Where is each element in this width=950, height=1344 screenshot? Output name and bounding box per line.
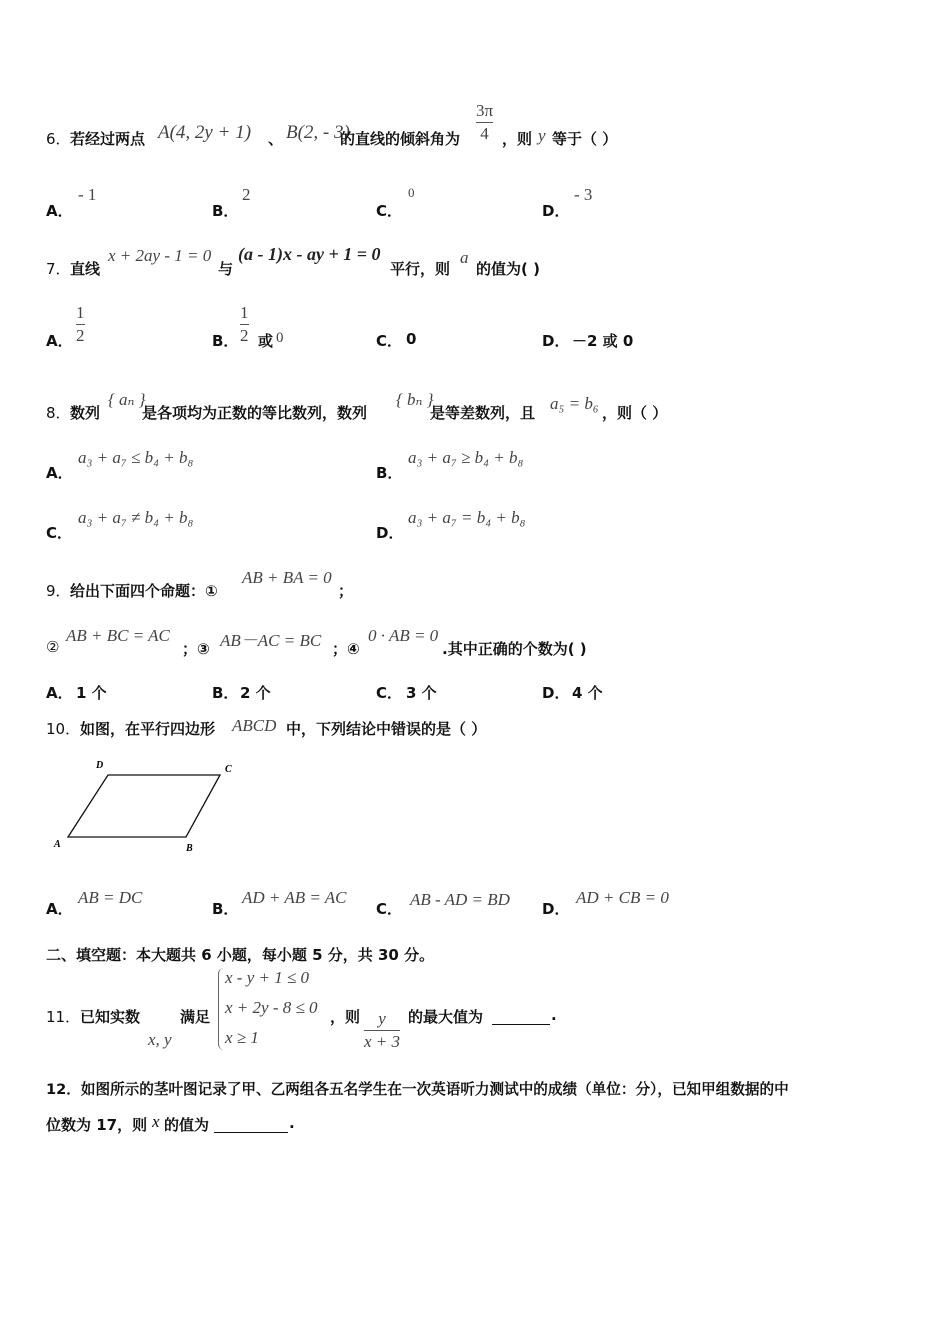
- q10-vertex-b: B: [186, 843, 193, 854]
- q7-option-a-bar: [76, 324, 85, 325]
- q10-vertex-c: C: [225, 764, 232, 775]
- q8-option-b-label: B．: [376, 464, 403, 482]
- q6-options: [46, 185, 906, 221]
- q8-option-a-label: A．: [46, 464, 73, 482]
- q6-angle-denominator: 4: [480, 124, 489, 143]
- q7-option-a-label: A．: [46, 332, 73, 350]
- q9-proposition-2: AB + BC = AC: [66, 626, 170, 645]
- q6-text-1: 若经过两点: [70, 130, 146, 148]
- q8-option-c-label: C．: [46, 524, 73, 542]
- q9-option-d-value: 4 个: [572, 684, 603, 702]
- q10-option-a-value: AB = DC: [78, 888, 143, 907]
- q6-point-a: A(4, 2y + 1): [158, 122, 252, 143]
- q9-proposition-3: AB－AC = BC: [220, 631, 322, 650]
- q12-line-2: [46, 1114, 346, 1136]
- q10-parallelogram: [68, 775, 220, 837]
- q6-separator: 、: [268, 130, 284, 148]
- q12-var-x: x: [152, 1112, 160, 1131]
- q10-option-d-value: AD + CB = 0: [576, 888, 669, 907]
- q6-option-a-label: A．: [46, 202, 73, 220]
- q9-text-2: .其中正确的个数为( ): [442, 640, 587, 658]
- q7-option-b-denominator: 2: [240, 326, 249, 345]
- q6-option-c-label: C．: [376, 202, 403, 220]
- q6-text-3: ，则: [502, 130, 533, 148]
- q8-option-c-value: a₃ + a₇ ≠ b₄ + b₈: [78, 508, 194, 527]
- q8-option-b-value: a₃ + a₇ ≥ b₄ + b₈: [408, 448, 524, 467]
- q7-option-a-fraction: [76, 304, 85, 345]
- q10-text-2: 中，下列结论中错误的是（ ）: [286, 720, 487, 738]
- q11-text-4: 的最大值为: [408, 1008, 484, 1026]
- q11-answer-blank[interactable]: [492, 1006, 550, 1025]
- q9-semicolon-3: ；④: [332, 640, 360, 658]
- q7-option-b-label: B．: [212, 332, 239, 350]
- q12-text-2b: 的值为: [164, 1116, 210, 1134]
- q6-option-d-value: - 3: [574, 185, 593, 204]
- q9-option-c-label: C．: [376, 684, 403, 702]
- q8-text-1: 数列: [70, 404, 101, 422]
- q6-text-2: 的直线的倾斜角为: [340, 130, 461, 148]
- q11-fraction-denominator: x + 3: [364, 1032, 401, 1051]
- q8-text-4: ，则（ ）: [602, 404, 668, 422]
- q11-fraction-numerator: y: [378, 1009, 386, 1028]
- q8-text-3: 是等差数列，且: [430, 404, 536, 422]
- q8-text-2: 是各项均为正数的等比数列，数列: [142, 404, 368, 422]
- q7-option-b-or: 或: [258, 332, 274, 350]
- q11-constraint-system: [218, 968, 335, 1050]
- q10-parallelogram-figure: [50, 755, 240, 855]
- q7-option-a-numerator: 1: [76, 303, 85, 322]
- q10-text-1: 如图，在平行四边形: [80, 720, 216, 738]
- q10-option-c-label: C．: [376, 900, 403, 918]
- q9-option-a-label: A．: [46, 684, 73, 702]
- q6-option-c-value: 0: [408, 185, 415, 200]
- q9-semicolon-1: ；: [338, 582, 354, 600]
- q6-option-d-label: D．: [542, 202, 570, 220]
- q6-fraction-bar: [476, 122, 493, 123]
- q11-constraint-2: x + 2y - 8 ≤ 0: [225, 998, 318, 1017]
- q9-semicolon-2: ；③: [182, 640, 210, 658]
- q11-fraction-bar: [364, 1030, 400, 1031]
- q10-options: [46, 886, 906, 916]
- q11-stem: [46, 968, 606, 1058]
- q8-number: 8．: [46, 404, 71, 422]
- q10-option-c-value: AB - AD = BD: [410, 890, 510, 909]
- q12-text-2a: 位数为 17，则: [46, 1116, 148, 1134]
- q7-text-1: 直线: [70, 260, 101, 278]
- q7-number: 7．: [46, 260, 71, 278]
- q6-text-4: 等于（ ）: [552, 130, 618, 148]
- q11-end: .: [551, 1006, 557, 1024]
- q7-text-4: 的值为( ): [476, 260, 540, 278]
- q7-line-2: (a - 1)x - ay + 1 = 0: [238, 244, 381, 264]
- q6-angle-fraction: [476, 102, 493, 143]
- q7-option-a-denominator: 2: [76, 326, 85, 345]
- q10-option-b-label: B．: [212, 900, 239, 918]
- q11-target-fraction: [364, 1010, 400, 1051]
- q10-option-d-label: D．: [542, 900, 570, 918]
- q8-option-a-value: a₃ + a₇ ≤ b₄ + b₈: [78, 448, 194, 467]
- q11-constraint-3: x ≥ 1: [225, 1028, 259, 1047]
- q8-sequence-b: { bₙ }: [396, 390, 434, 409]
- q9-number: 9．: [46, 582, 71, 600]
- q9-option-b-value: 2 个: [240, 684, 271, 702]
- q11-text-1: 已知实数: [80, 1008, 141, 1026]
- q9-proposition-1: AB + BA = 0: [242, 568, 332, 587]
- q9-option-b-label: B．: [212, 684, 239, 702]
- q10-option-b-value: AD + AB = AC: [242, 888, 347, 907]
- q12-answer-blank[interactable]: [214, 1114, 288, 1133]
- q12-end: .: [289, 1114, 295, 1132]
- q9-option-a-value: 1 个: [76, 684, 107, 702]
- q9-option-c-value: 3 个: [406, 684, 437, 702]
- q10-vertex-d: D: [96, 760, 104, 771]
- q7-line-1: x + 2ay - 1 = 0: [108, 246, 212, 265]
- q8-condition: a₅ = b₆: [550, 394, 599, 413]
- q7-option-c-label: C．: [376, 332, 403, 350]
- q7-options: [46, 302, 906, 352]
- q11-vars: x, y: [148, 1030, 172, 1049]
- q8-sequence-a: { aₙ }: [108, 390, 146, 409]
- q10-option-a-label: A．: [46, 900, 73, 918]
- q6-option-b-label: B．: [212, 202, 239, 220]
- q8-option-d-value: a₃ + a₇ = b₄ + b₈: [408, 508, 526, 527]
- q7-option-b-numerator: 1: [240, 303, 249, 322]
- q11-text-2: 满足: [180, 1008, 211, 1026]
- q7-option-d-value: －2 或 0: [572, 332, 634, 350]
- q7-option-c-value: 0: [406, 330, 417, 348]
- q7-text-3: 平行，则: [390, 260, 451, 278]
- q9-option-d-label: D．: [542, 684, 570, 702]
- q7-option-b-zero: 0: [276, 330, 284, 346]
- q10-number: 10．: [46, 720, 81, 738]
- q7-text-2: 与: [218, 260, 234, 278]
- q6-number: 6．: [46, 130, 71, 148]
- q6-option-b-value: 2: [242, 185, 251, 204]
- q10-abcd: ABCD: [232, 716, 277, 735]
- q9-options: [46, 682, 906, 704]
- section-2-heading: 二、填空题：本大题共 6 小题，每小题 5 分，共 30 分。: [46, 946, 435, 964]
- q6-option-a-value: - 1: [78, 185, 97, 204]
- q9-text-1: 给出下面四个命题：①: [70, 582, 218, 600]
- q9-proposition-4: 0 · AB = 0: [368, 626, 439, 645]
- q7-option-b-bar: [240, 324, 249, 325]
- q8-options: [46, 446, 906, 542]
- q10-vertex-a: A: [54, 839, 61, 850]
- q6-var-y: y: [538, 126, 546, 145]
- q11-constraint-1: x - y + 1 ≤ 0: [225, 968, 310, 987]
- q8-option-d-label: D．: [376, 524, 404, 542]
- q9-circle-2: ②: [46, 638, 60, 656]
- q6-point-b: B(2, - 3): [286, 122, 350, 143]
- q7-option-b-fraction: [240, 304, 249, 345]
- q11-text-3: ，则: [330, 1008, 361, 1026]
- q11-number: 11．: [46, 1008, 81, 1026]
- q6-angle-numerator: 3π: [476, 101, 494, 120]
- q12-line-1: 12．如图所示的茎叶图记录了甲、乙两组各五名学生在一次英语听力测试中的成绩（单位：分），已知甲组数据的中: [46, 1081, 789, 1098]
- q7-option-d-label: D．: [542, 332, 570, 350]
- q7-var-a: a: [460, 248, 469, 267]
